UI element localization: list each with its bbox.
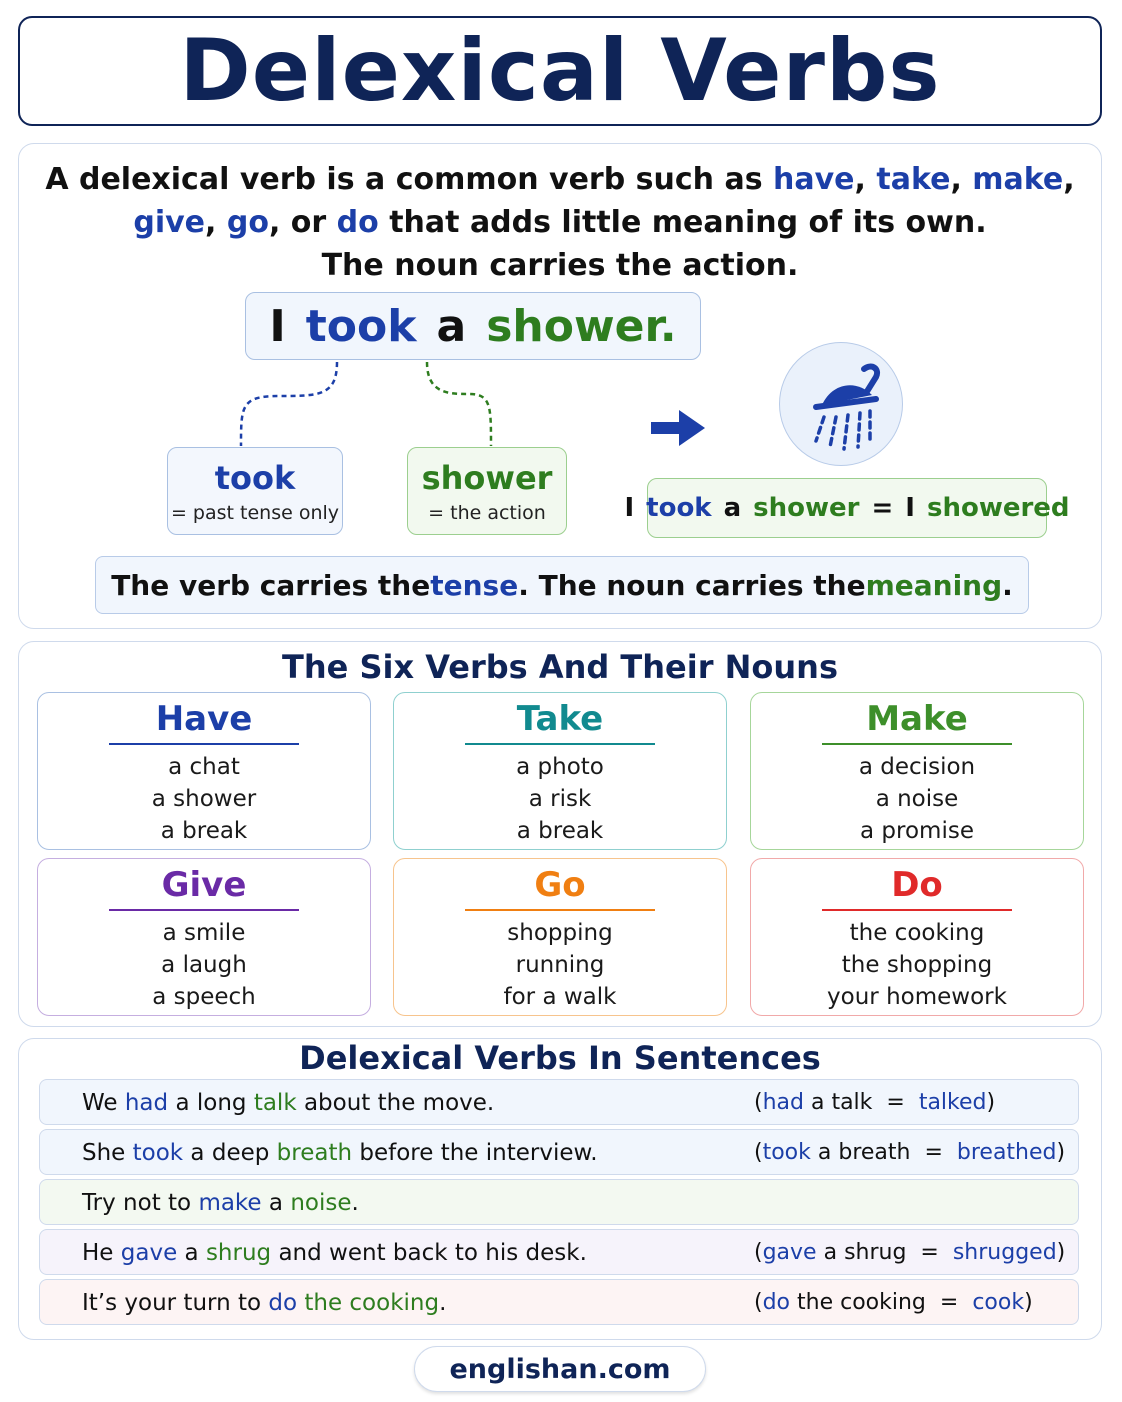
verb-divider — [465, 743, 655, 745]
shower-note: = the action — [428, 502, 546, 524]
verb-title: Give — [161, 865, 247, 905]
definition-panel — [18, 143, 1102, 629]
sentences-heading: Delexical Verbs In Sentences — [299, 1039, 821, 1077]
sentence-segment: and went back to his desk. — [271, 1240, 587, 1266]
verb-card-have — [37, 692, 371, 850]
verb-card-go — [393, 858, 727, 1016]
note-segment: ) — [1024, 1290, 1033, 1315]
verb-divider — [822, 743, 1012, 745]
verb-title: Do — [891, 865, 943, 905]
verb-divider — [109, 743, 299, 745]
verb-noun-item: a risk — [528, 786, 592, 812]
note-segment: a shrug = — [816, 1240, 953, 1265]
verb-card-take — [393, 692, 727, 850]
equiv-result: showered — [926, 493, 1070, 523]
note-verb: talked — [918, 1090, 987, 1115]
note-verb: took — [762, 1140, 811, 1165]
verb-make-word: make — [972, 162, 1064, 197]
sentence-equivalent-note — [754, 1290, 1033, 1315]
verb-noun-item: a break — [160, 818, 248, 844]
definition-line-3: The noun carries the action. — [321, 248, 799, 283]
sentence-text — [82, 1290, 446, 1316]
sentence-equivalent-note — [754, 1140, 1065, 1165]
action-noun: the cooking — [304, 1290, 440, 1316]
example-noun: shower. — [486, 300, 677, 352]
verb-noun-item: a noise — [875, 786, 959, 812]
verb-title: Take — [516, 699, 604, 739]
sentence-segment: . — [439, 1290, 447, 1316]
sentence-row — [39, 1229, 1079, 1275]
summary-text: The verb carries the — [111, 568, 431, 602]
sentence-equivalent-note — [754, 1090, 995, 1115]
definition-text-segment: that adds little meaning of its own. — [378, 205, 987, 240]
equiv-article: a — [723, 493, 742, 523]
sentence-segment: a deep — [183, 1140, 277, 1166]
page-title: Delexical Verbs — [179, 21, 941, 121]
shower-word: shower — [421, 459, 553, 497]
delexical-verb: make — [198, 1190, 262, 1216]
equiv-subject-2: I — [905, 493, 915, 523]
verb-card-do — [750, 858, 1084, 1016]
verb-give-word: give — [133, 205, 206, 240]
definition-text-segment: , — [205, 205, 227, 240]
verb-noun-item: a promise — [860, 818, 974, 844]
example-article: a — [436, 300, 467, 352]
note-segment: ) — [1056, 1240, 1066, 1265]
sentence-text — [82, 1240, 587, 1266]
verb-noun-item: for a walk — [503, 984, 617, 1010]
sentence-segment: Try not to — [82, 1190, 199, 1216]
verb-noun-item: a speech — [152, 984, 256, 1010]
summary-meaning: meaning — [865, 568, 1003, 602]
sentence-segment: We — [82, 1090, 125, 1116]
verb-card-give — [37, 858, 371, 1016]
equiv-noun: shower — [753, 493, 860, 523]
verb-card-make — [750, 692, 1084, 850]
verb-noun-item: shopping — [507, 920, 613, 946]
delexical-verb: had — [124, 1090, 169, 1116]
example-subject: I — [269, 300, 286, 352]
took-note: = past tense only — [170, 502, 340, 524]
verb-divider — [822, 909, 1012, 911]
verb-do-word: do — [336, 205, 379, 240]
verb-noun-item: a chat — [168, 754, 240, 780]
verb-noun-item: a smile — [162, 920, 246, 946]
footer-site-link[interactable]: englishan.com — [414, 1346, 706, 1392]
connector-shower — [427, 362, 491, 446]
sentence-row — [39, 1179, 1079, 1225]
shower-explanation-box — [407, 447, 567, 535]
verb-noun-item: running — [515, 952, 605, 978]
delexical-verb: took — [132, 1140, 184, 1166]
definition-text-segment: A delexical verb is a common verb such as — [45, 162, 773, 197]
equivalence-box — [624, 478, 1070, 538]
definition-text-segment: , — [950, 162, 973, 197]
took-word: took — [214, 459, 296, 497]
definition-text-segment: , — [854, 162, 877, 197]
shower-icon-badge — [779, 342, 903, 466]
verbs-heading: The Six Verbs And Their Nouns — [281, 648, 838, 686]
note-segment: ( — [754, 1140, 763, 1165]
equals-sign: = — [871, 493, 894, 523]
sentence-segment: before the interview. — [352, 1140, 598, 1166]
example-verb: took — [305, 300, 417, 352]
sentence-row — [39, 1279, 1079, 1325]
delexical-verb: gave — [120, 1240, 178, 1266]
summary-text: . — [1002, 568, 1013, 602]
took-explanation-box — [167, 447, 343, 535]
note-verb: breathed — [956, 1140, 1057, 1165]
note-segment: ( — [754, 1240, 763, 1265]
sentence-text — [82, 1190, 359, 1216]
verb-noun-item: a shower — [151, 786, 257, 812]
action-noun: shrug — [205, 1240, 272, 1266]
sentence-text — [82, 1090, 494, 1116]
note-verb: do — [762, 1290, 791, 1315]
verb-divider — [109, 909, 299, 911]
summary-text: . The noun carries the — [518, 568, 866, 602]
equiv-subject: I — [624, 493, 635, 523]
summary-tense: tense — [430, 568, 519, 602]
sentence-segment: a long — [168, 1090, 254, 1116]
right-arrow-icon — [651, 410, 705, 446]
sentence-text — [82, 1140, 598, 1166]
verb-noun-item: a break — [516, 818, 604, 844]
verb-noun-item: the shopping — [841, 952, 993, 978]
action-noun: talk — [253, 1090, 297, 1116]
sentence-segment: a — [261, 1190, 291, 1216]
note-segment: ( — [754, 1090, 763, 1115]
delexical-verb: do — [268, 1290, 298, 1316]
note-verb: gave — [762, 1240, 817, 1265]
verb-title: Make — [866, 699, 968, 739]
note-verb: cook — [972, 1290, 1025, 1315]
note-segment: a talk = — [803, 1090, 919, 1115]
verb-go-word: go — [226, 205, 269, 240]
verb-have-word: have — [773, 162, 855, 197]
sentences-panel — [18, 1038, 1102, 1340]
sentence-segment: . — [351, 1190, 359, 1216]
note-segment: a breath = — [810, 1140, 957, 1165]
verb-noun-item: the cooking — [849, 920, 985, 946]
definition-text-segment: , or — [268, 205, 337, 240]
verb-title: Go — [534, 865, 586, 905]
verb-divider — [465, 909, 655, 911]
six-verbs-panel — [18, 641, 1102, 1027]
note-segment: ) — [986, 1090, 996, 1115]
verb-noun-item: a decision — [858, 754, 976, 780]
sentence-segment: He — [82, 1240, 121, 1266]
sentence-row — [39, 1079, 1079, 1125]
note-segment: ( — [754, 1290, 763, 1315]
sentence-segment: about the move. — [296, 1090, 495, 1116]
sentence-segment: She — [82, 1140, 133, 1166]
action-noun: noise — [290, 1190, 352, 1216]
shower-head-icon — [780, 343, 904, 467]
action-noun: breath — [276, 1140, 353, 1166]
sentence-equivalent-note — [754, 1240, 1065, 1265]
verb-title: Have — [155, 699, 253, 739]
verb-noun-item: your homework — [827, 984, 1007, 1010]
title-banner — [18, 16, 1102, 126]
verb-take-word: take — [876, 162, 951, 197]
note-verb: shrugged — [952, 1240, 1057, 1265]
note-verb: had — [762, 1090, 804, 1115]
connector-took — [241, 362, 337, 446]
sentence-segment: a — [177, 1240, 206, 1266]
verb-noun-item: a laugh — [161, 952, 247, 978]
verb-noun-item: a photo — [516, 754, 604, 780]
note-segment: the cooking = — [790, 1290, 973, 1315]
note-segment: ) — [1056, 1140, 1066, 1165]
definition-text-segment: , — [1063, 162, 1075, 197]
sentence-segment: It’s your turn to — [82, 1290, 269, 1316]
sentence-row — [39, 1129, 1079, 1175]
equiv-verb: took — [646, 493, 712, 523]
summary-box — [95, 556, 1029, 614]
